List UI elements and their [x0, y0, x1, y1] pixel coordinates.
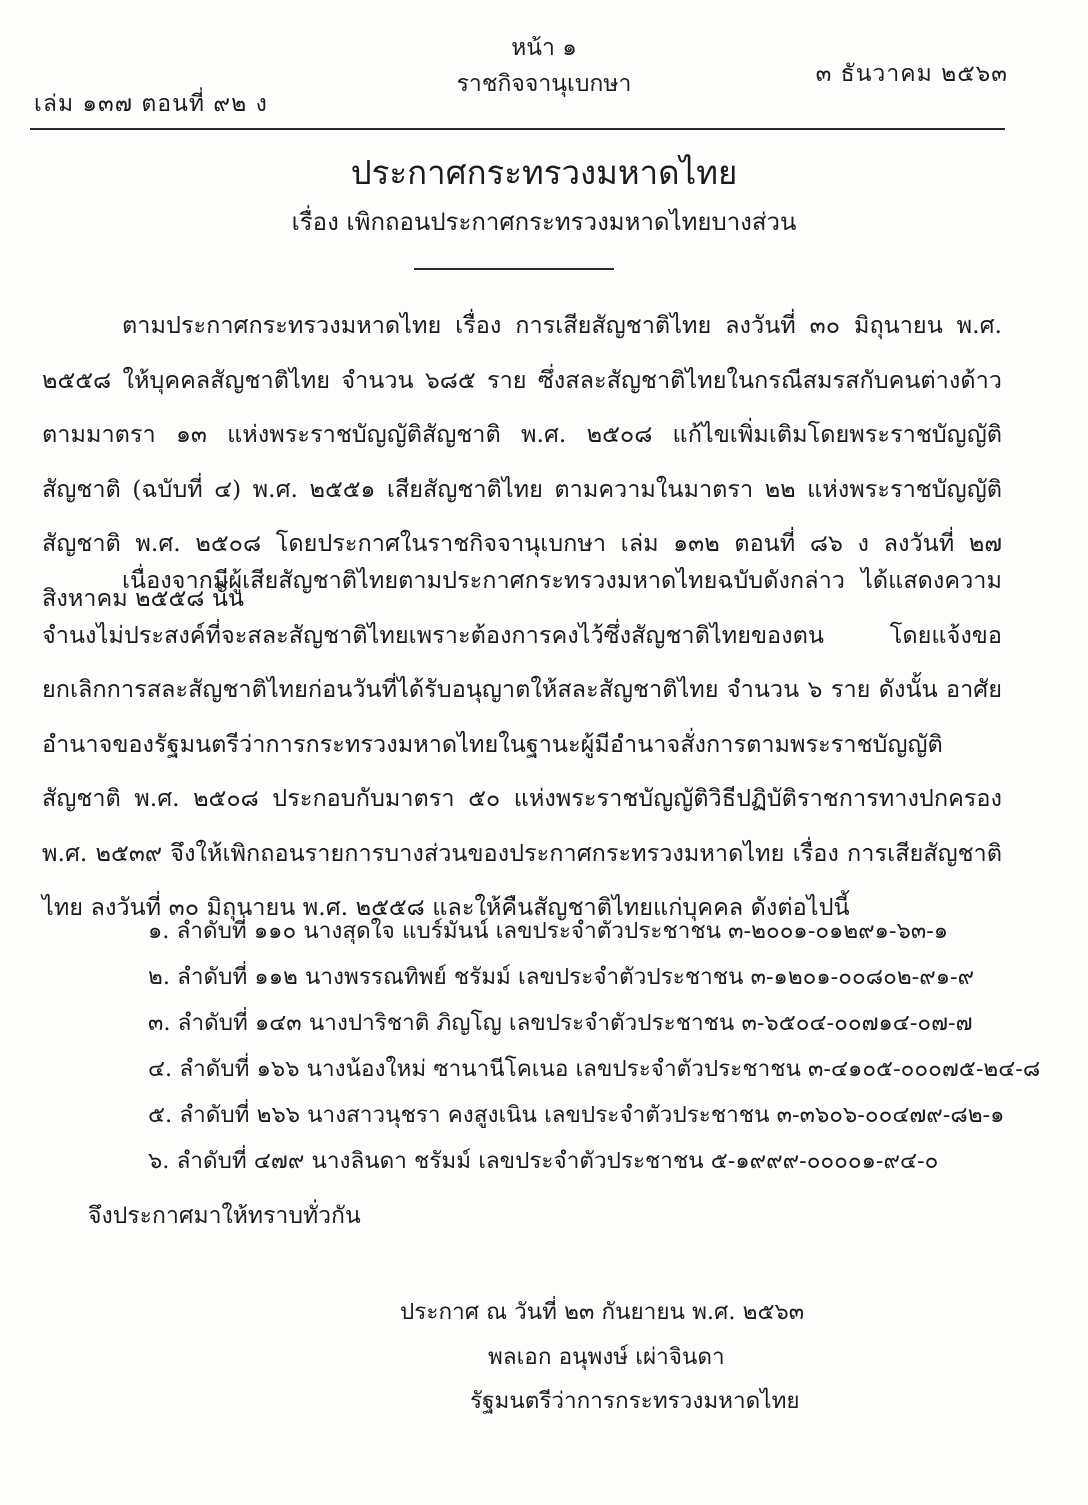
closing-statement: จึงประกาศมาให้ทราบทั่วกัน: [88, 1203, 361, 1229]
signatory-name: พลเอก อนุพงษ์ เผ่าจินดา: [488, 1344, 725, 1370]
publication-date: ๓ ธันวาคม ๒๕๖๓: [815, 61, 1008, 87]
list-item: ๖. ลำดับที่ ๔๗๙ นางลินดา ชรัมม์ เลขประจำตัวประชาชน ๕-๑๙๙๙-๐๐๐๐๑-๙๔-๐: [148, 1148, 939, 1174]
list-item: ๑. ลำดับที่ ๑๑๐ นางสุดใจ แบร์มันน์ เลขประจำตัวประชาชน ๓-๒๐๐๑-๐๑๒๙๑-๖๓-๑: [148, 918, 949, 944]
publication-name: ราชกิจจานุเบกษา: [456, 71, 632, 97]
page-number: หน้า ๑: [511, 35, 577, 61]
body-paragraph-2: เนื่องจากมีผู้เสียสัญชาติไทยตามประกาศกระทรวงมหาดไทยฉบับดังกล่าว ได้แสดงความจำนงไม่ประสงค์ที่จะสละสัญชาติไทยเพราะต้องการคงไว้ซึ่งสัญชาติไทยของตน โดยแจ้งขอยกเลิกการสละสัญชาติไทยก่อนวันที่ได้รับอนุญาตให้สละสัญชาติไทย จำนวน ๖ ราย ดังนั้น อาศัยอำนาจของรัฐมนตรีว่าการกระทรวงมหาดไทยในฐานะผู้มีอำนาจสั่งการตามพระราชบัญญัติสัญชาติ พ.ศ. ๒๕๐๘ ประกอบกับมาตรา ๕๐ แห่งพระราชบัญญัติวิธีปฏิบัติราชการทางปกครอง พ.ศ. ๒๕๓๙ จึงให้เพิกถอนรายการบางส่วนของประกาศกระทรวงมหาดไทย เรื่อง การเสียสัญชาติไทย ลงวันที่ ๓๐ มิถุนายน พ.ศ. ๒๕๕๘ และให้คืนสัญชาติไทยแก่บุคคล ดังต่อไปนี้: [42, 566, 1002, 921]
announcement-title: ประกาศกระทรวงมหาดไทย: [350, 153, 738, 192]
list-item: ๓. ลำดับที่ ๑๔๓ นางปาริชาติ ภิญโญ เลขประจำตัวประชาชน ๓-๖๕๐๔-๐๐๗๑๔-๐๗-๗: [148, 1010, 973, 1036]
body-paragraph-1: ตามประกาศกระทรวงมหาดไทย เรื่อง การเสียสัญชาติไทย ลงวันที่ ๓๐ มิถุนายน พ.ศ. ๒๕๕๘ ให้บุคคลสัญชาติไทย จำนวน ๖๘๕ ราย ซึ่งสละสัญชาติไทยในกรณีสมรสกับคนต่างด้าว ตามมาตรา ๑๓ แห่งพระราชบัญญัติสัญชาติ พ.ศ. ๒๕๐๘ แก้ไขเพิ่มเติมโดยพระราชบัญญัติสัญชาติ (ฉบับที่ ๔) พ.ศ. ๒๕๕๑ เสียสัญชาติไทย ตามความในมาตรา ๒๒ แห่งพระราชบัญญัติสัญชาติ พ.ศ. ๒๕๐๘ โดยประกาศในราชกิจจานุเบกษา เล่ม ๑๓๒ ตอนที่ ๘๖ ง ลงวันที่ ๒๗ สิงหาคม ๒๕๕๘ นั้น: [42, 311, 1002, 612]
announcement-subject: เรื่อง เพิกถอนประกาศกระทรวงมหาดไทยบางส่วน: [291, 208, 797, 236]
title-divider: [414, 268, 614, 270]
signatory-position: รัฐมนตรีว่าการกระทรวงมหาดไทย: [470, 1388, 800, 1414]
restored-persons-list: [148, 908, 1041, 1184]
volume-issue: เล่ม ๑๓๗ ตอนที่ ๙๒ ง: [34, 91, 268, 117]
list-item: ๒. ลำดับที่ ๑๑๒ นางพรรณทิพย์ ชรัมม์ เลขประจำตัวประชาชน ๓-๑๒๐๑-๐๐๘๐๒-๙๑-๙: [148, 964, 975, 990]
signature-date: ประกาศ ณ วันที่ ๒๓ กันยายน พ.ศ. ๒๕๖๓: [400, 1299, 805, 1325]
list-item: ๔. ลำดับที่ ๑๖๖ นางน้องใหม่ ซานานีโคเนอ เลขประจำตัวประชาชน ๓-๔๑๐๕-๐๐๐๗๕-๒๔-๘: [148, 1056, 1041, 1082]
list-item: ๕. ลำดับที่ ๒๖๖ นางสาวนุชรา คงสูงเนิน เลขประจำตัวประชาชน ๓-๓๖๐๖-๐๐๔๗๙-๘๒-๑: [148, 1102, 1005, 1128]
header-divider: [30, 128, 1005, 130]
